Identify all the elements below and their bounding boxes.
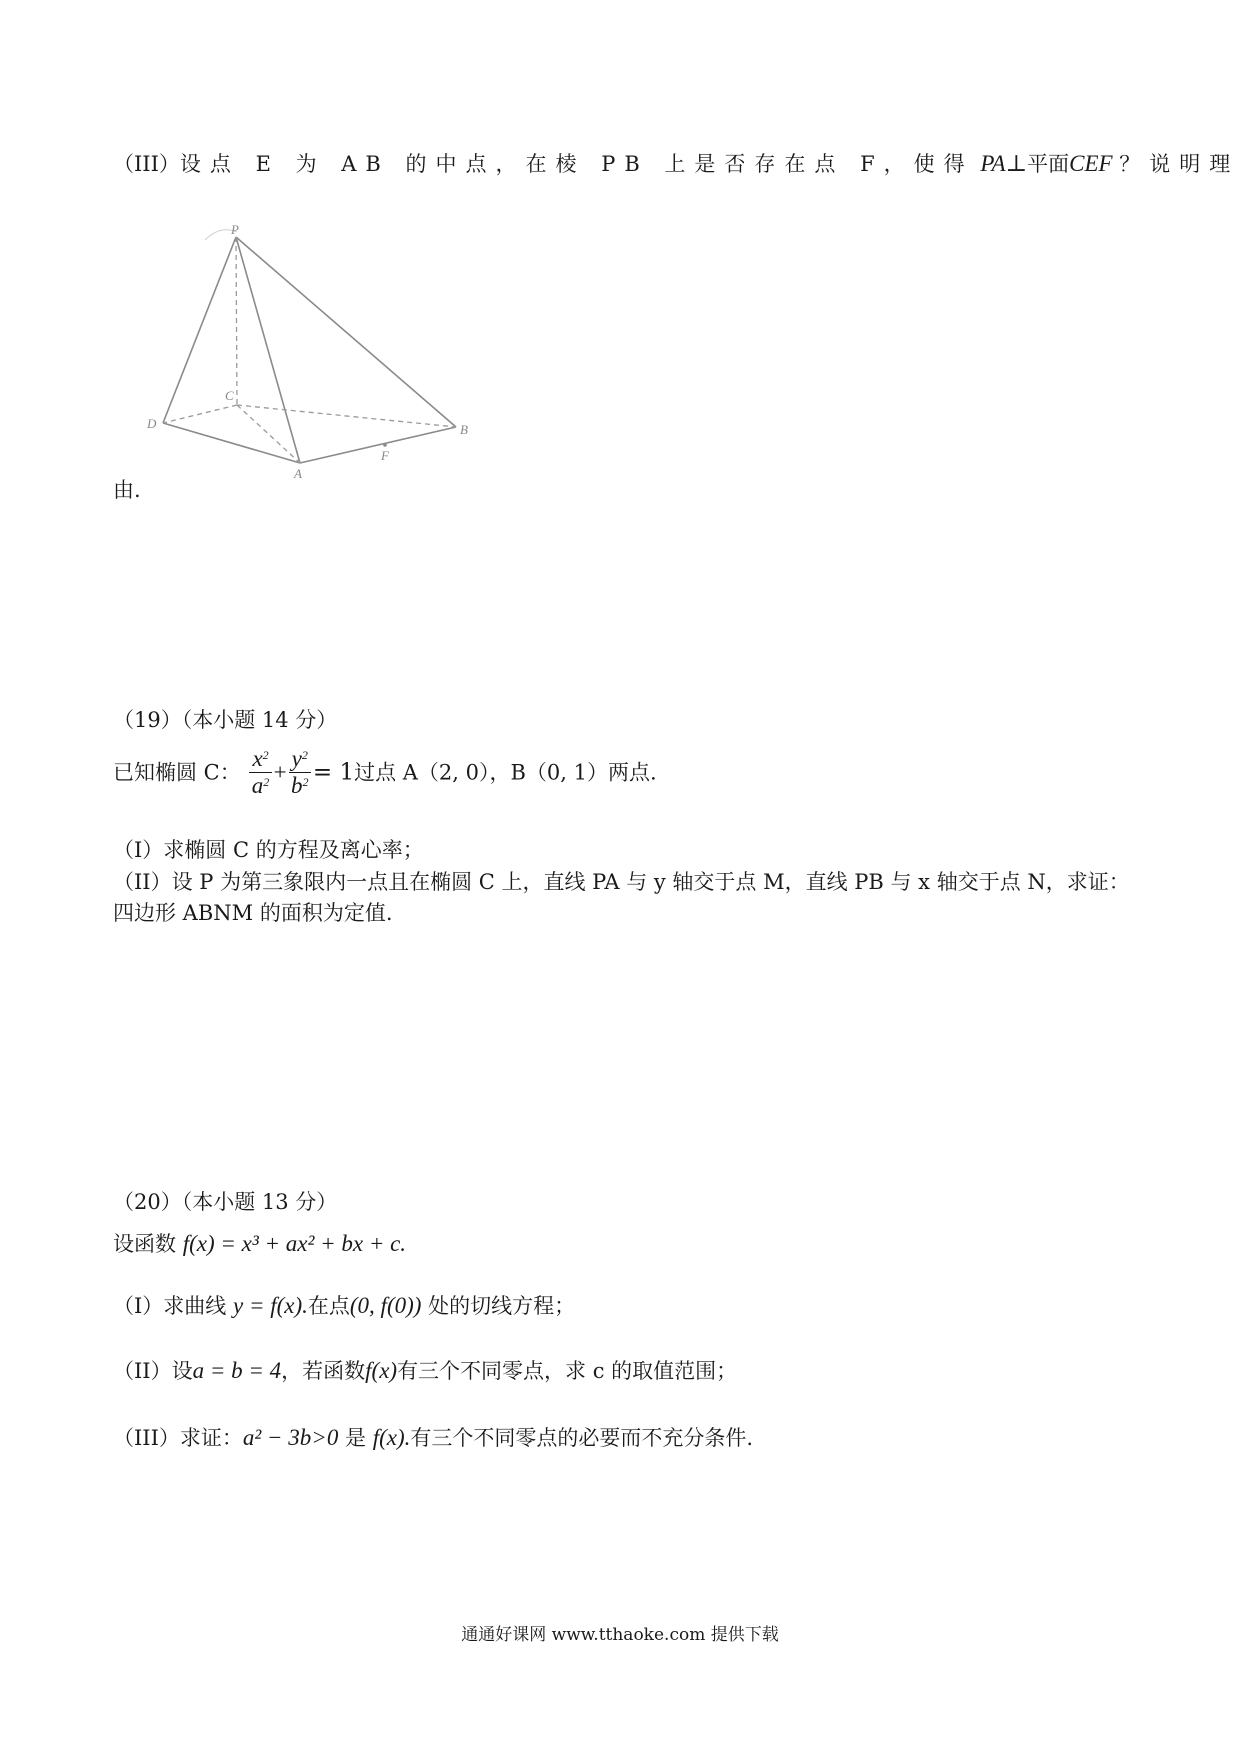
q19-part2: （II）设 P 为第三象限内一点且在椭圆 C 上，直线 PA 与 y 轴交于点 M，直线 PB 与 x 轴交于点 N，求证： (113, 870, 1130, 894)
label-A: A (294, 466, 302, 480)
label-B: B (460, 422, 468, 437)
q20-p2-c: 有三个不同零点，求 c 的取值范围； (397, 1359, 738, 1383)
q19-intro-line (113, 746, 657, 799)
q20-p2-math: a = b = 4 (192, 1358, 282, 1383)
q20-p1-c: 处的切线方程； (428, 1294, 576, 1318)
q18-part3-text-c: ？说明理 (1119, 152, 1240, 176)
q20-p1-a: （I）求曲线 (113, 1294, 227, 1318)
q20-p2-b: ，若函数 (281, 1359, 366, 1383)
q20-p3-c: 有三个不同零点的必要而不充分条件. (410, 1426, 754, 1450)
q18-part3-math: PA⊥ (980, 151, 1028, 176)
q19-frac2-num: y (291, 746, 302, 771)
q18-part3-cont: 由. (113, 478, 141, 502)
q19-frac-x: $\frac{x^2}{a^2}$ (249, 746, 271, 799)
q19-part1: （I）求椭圆 C 的方程及离心率； (113, 838, 424, 862)
q20-p1-math: y = f(x). (232, 1293, 308, 1318)
q20-p3-math: a² − 3b>0 (242, 1425, 339, 1450)
q20-p3-math2: f(x). (372, 1425, 411, 1450)
q19-intro-a: 已知椭圆 C： (113, 760, 241, 785)
q19-part2-cont: 四边形 ABNM 的面积为定值. (113, 901, 393, 925)
page-footer: 通通好课网 www.tthaoke.com 提供下载 (461, 1625, 779, 1645)
label-D: D (147, 416, 157, 431)
q20-part1-line (113, 1290, 575, 1320)
q20-p1-math2: (0, f(0)) (349, 1293, 422, 1318)
q20-p3-a: （III）求证： (113, 1426, 243, 1450)
q20-p2-a: （II）设 (113, 1359, 193, 1383)
q19-frac2-den: b (291, 773, 303, 798)
q19-frac1-den: a (251, 773, 264, 798)
q20-p2-math2: f(x) (365, 1358, 398, 1383)
q19-frac-y: $\frac{y^2}{b^2}$ (289, 746, 311, 799)
q18-part3-label: （III） (113, 152, 180, 176)
q20-def-math: f(x) = x³ + ax² + bx + c. (182, 1231, 407, 1256)
label-C: C (225, 388, 234, 403)
q20-part2-line (113, 1355, 737, 1385)
q20-header: （20）（本小题 13 分） (113, 1190, 338, 1214)
q20-p3-b: 是 (345, 1426, 367, 1450)
q19-header: （19）（本小题 14 分） (113, 708, 338, 732)
q19-frac1-num: x (252, 746, 263, 771)
q20-part3-line (113, 1422, 753, 1452)
q20-p1-b: 在点 (307, 1294, 350, 1318)
q20-def-a: 设函数 (113, 1232, 176, 1256)
label-F: F (381, 448, 389, 463)
pyramid-figure (145, 220, 485, 480)
q19-plus: + (273, 759, 287, 785)
q19-eq-one: = 1 (312, 759, 355, 786)
q18-part3-text-a: 设点 E 为 AB 的中点，在棱 PB 上是否存在点 F，使得 (179, 152, 974, 176)
label-P: P (231, 222, 239, 237)
q19-intro-b: 过点 A（2, 0），B（0, 1）两点. (354, 760, 657, 785)
q20-def-line (113, 1228, 406, 1258)
q18-part3-text-b: 平面 (1027, 152, 1070, 176)
q18-part3-math2: CEF (1069, 151, 1113, 176)
q18-part3-line (113, 148, 1239, 178)
